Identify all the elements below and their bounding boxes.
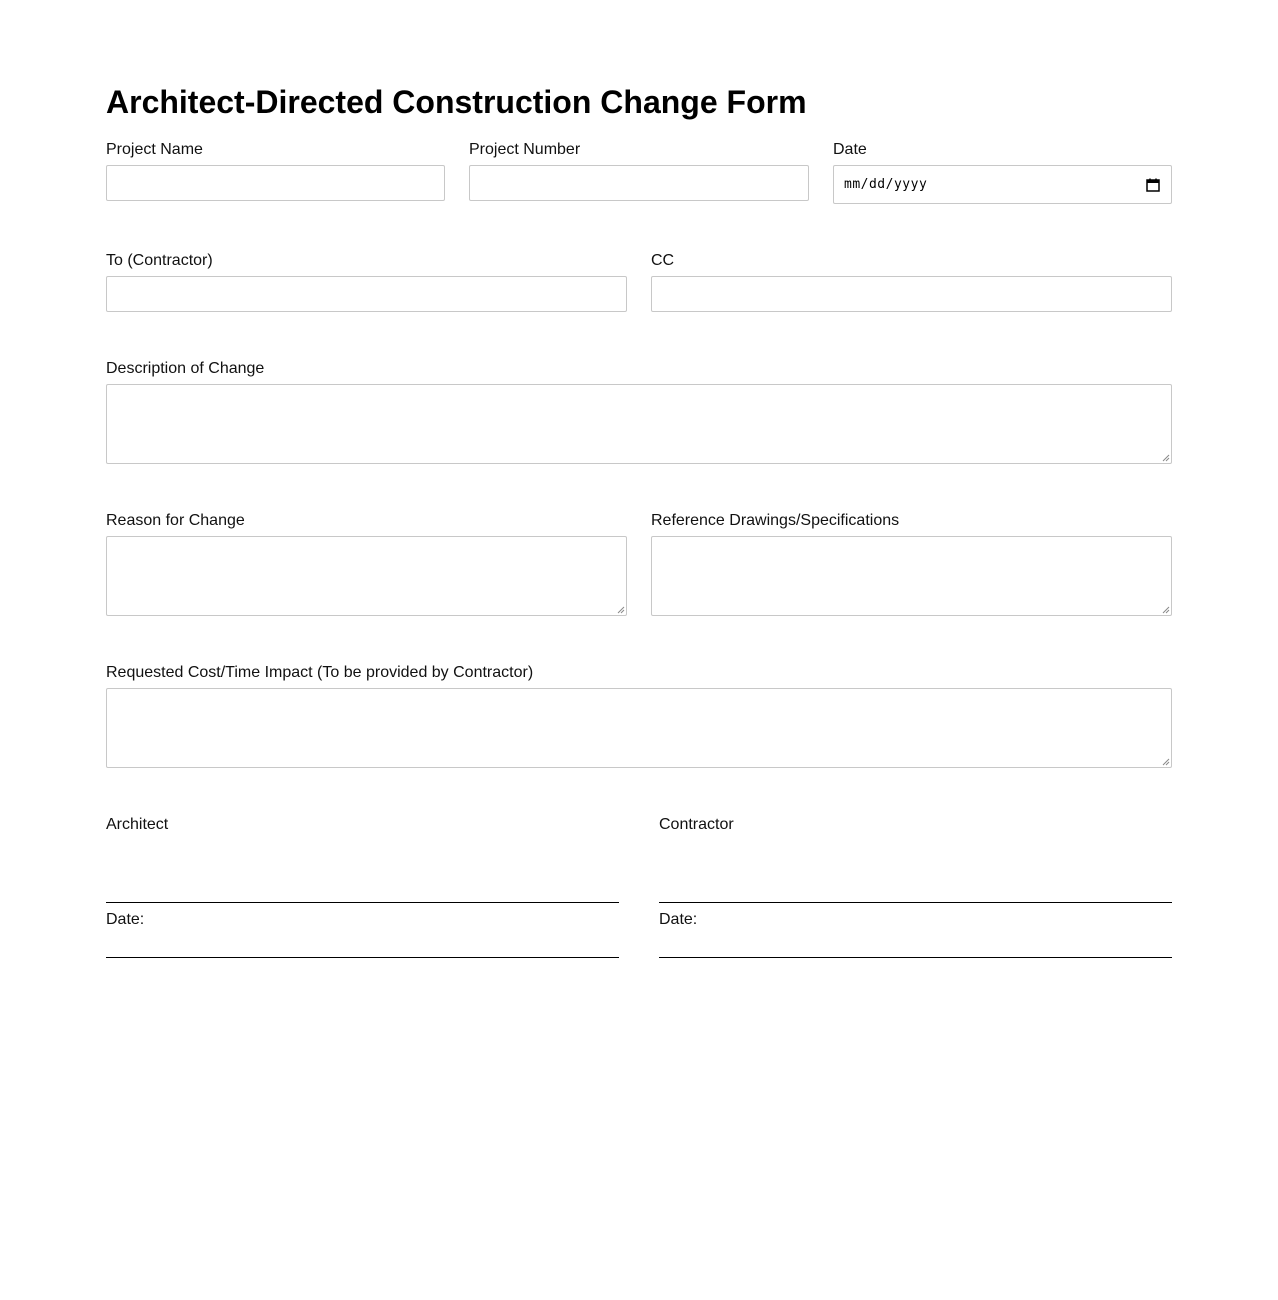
project-name-field	[106, 141, 445, 201]
to-contractor-label: To (Contractor)	[106, 252, 213, 269]
project-number-label: Project Number	[469, 141, 581, 158]
to-contractor-input[interactable]	[106, 276, 627, 312]
date-input[interactable]	[833, 165, 1172, 204]
to-contractor-field	[106, 252, 627, 312]
contractor-date-line	[659, 957, 1172, 958]
contractor-signature-line	[659, 902, 1172, 903]
reason-textarea[interactable]	[106, 536, 627, 616]
reference-textarea[interactable]	[651, 536, 1172, 616]
cc-input[interactable]	[651, 276, 1172, 312]
resize-grip-icon[interactable]	[1162, 454, 1170, 462]
project-number-input[interactable]	[469, 165, 809, 201]
project-name-input[interactable]	[106, 165, 445, 201]
architect-date-label: Date:	[106, 911, 145, 928]
project-number-field	[469, 141, 809, 201]
description-label: Description of Change	[106, 360, 265, 377]
date-label: Date	[833, 141, 867, 158]
architect-signature-line	[106, 902, 619, 903]
resize-grip-icon[interactable]	[1162, 758, 1170, 766]
reason-label: Reason for Change	[106, 512, 245, 529]
reason-field	[106, 512, 627, 616]
architect-date-line	[106, 957, 619, 958]
project-name-label: Project Name	[106, 141, 203, 158]
resize-grip-icon[interactable]	[1162, 606, 1170, 614]
cost-time-field	[106, 664, 1172, 768]
cc-field	[651, 252, 1172, 312]
description-field	[106, 360, 1172, 464]
calendar-icon[interactable]	[1145, 177, 1161, 193]
resize-grip-icon[interactable]	[617, 606, 625, 614]
architect-label: Architect	[106, 816, 169, 833]
contractor-label: Contractor	[659, 816, 734, 833]
cc-label: CC	[651, 252, 675, 269]
date-placeholder: mm/dd/yyyy	[844, 177, 928, 192]
contractor-date-label: Date:	[659, 911, 698, 928]
cost-time-label: Requested Cost/Time Impact (To be provided by Contractor)	[106, 664, 534, 681]
cost-time-textarea[interactable]	[106, 688, 1172, 768]
reference-label: Reference Drawings/Specifications	[651, 512, 900, 529]
date-field	[833, 141, 1172, 204]
description-textarea[interactable]	[106, 384, 1172, 464]
page-title: Architect-Directed Construction Change Form	[106, 84, 807, 120]
reference-field	[651, 512, 1172, 616]
